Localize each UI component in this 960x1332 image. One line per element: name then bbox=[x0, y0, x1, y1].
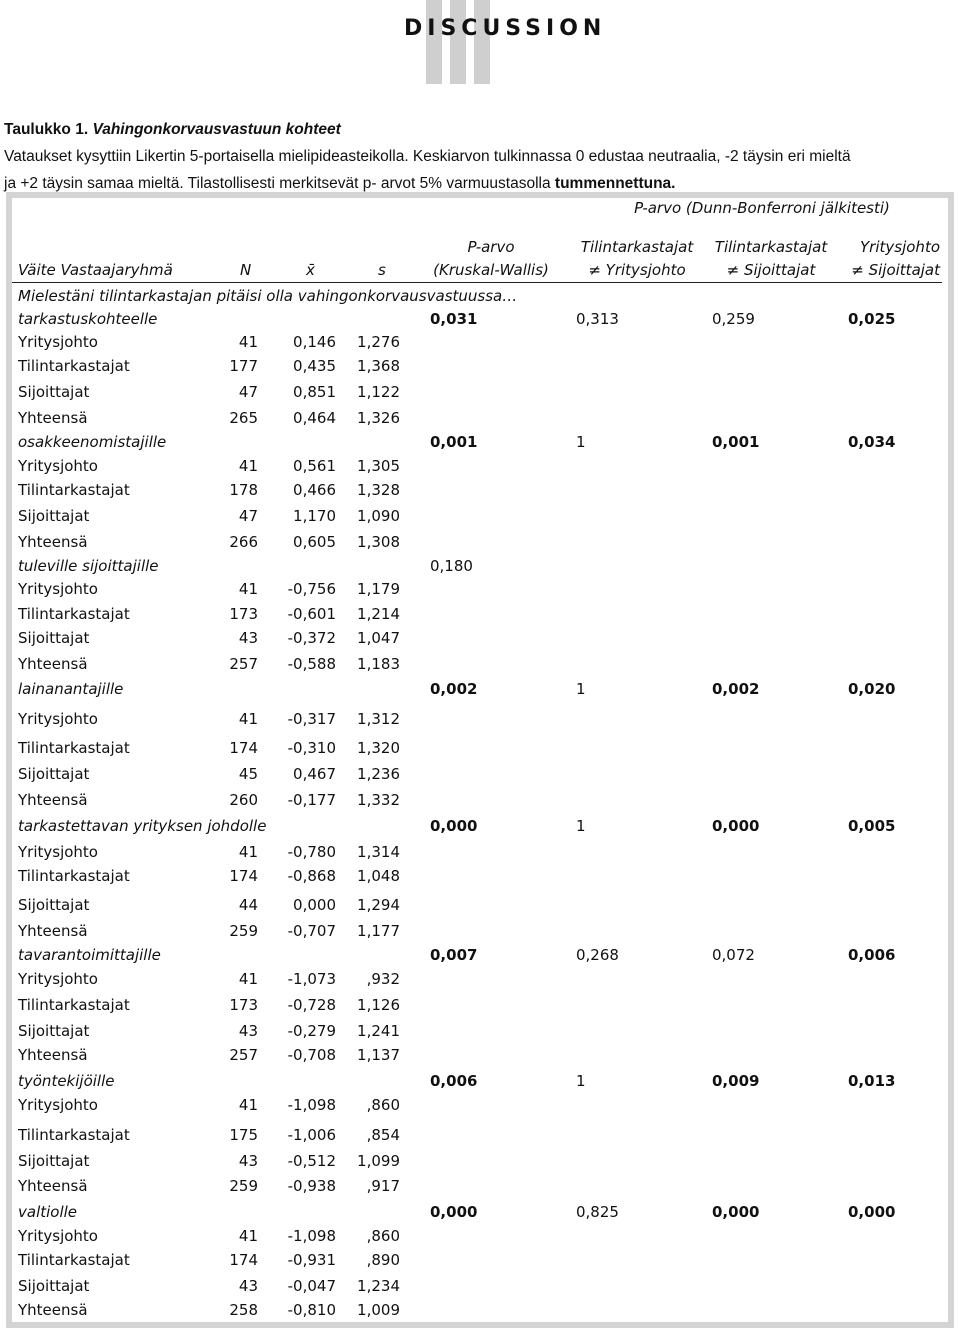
group-mean: -0,177 bbox=[287, 791, 336, 809]
group-mean: -0,780 bbox=[287, 843, 336, 861]
group-n: 41 bbox=[238, 710, 258, 728]
table-intro: Mielestäni tilintarkastajan pitäisi olla vahingonkorvausvastuussa… bbox=[18, 287, 518, 305]
group-mean: -0,310 bbox=[287, 739, 336, 757]
statement-label: tuleville sijoittajille bbox=[18, 557, 159, 575]
group-label: Tilintarkastajat bbox=[18, 357, 130, 375]
group-label: Yritysjohto bbox=[18, 580, 98, 598]
group-sd: ,860 bbox=[366, 1227, 400, 1245]
group-mean: -0,756 bbox=[287, 580, 336, 598]
table-caption bbox=[4, 116, 954, 197]
group-label: Tilintarkastajat bbox=[18, 605, 130, 623]
group-label: Yritysjohto bbox=[18, 333, 98, 351]
posthoc-p-yj-sij: 0,034 bbox=[848, 433, 896, 451]
group-label: Sijoittajat bbox=[18, 383, 90, 401]
posthoc-p-yj-sij: 0,020 bbox=[848, 680, 896, 698]
group-label: Sijoittajat bbox=[18, 629, 90, 647]
posthoc-p-tt-sij: 0,000 bbox=[712, 1203, 760, 1221]
group-mean: -0,588 bbox=[287, 655, 336, 673]
col-header-n: N bbox=[240, 261, 252, 279]
group-n: 47 bbox=[238, 507, 258, 525]
group-n: 174 bbox=[229, 867, 258, 885]
statement-label: osakkeenomistajille bbox=[18, 433, 167, 451]
group-mean: 0,605 bbox=[293, 533, 336, 551]
col-header-c1-1: Tilintarkastajat bbox=[580, 238, 694, 256]
group-label: Sijoittajat bbox=[18, 507, 90, 525]
group-mean: -0,938 bbox=[287, 1177, 336, 1195]
posthoc-p-yj-sij: 0,000 bbox=[848, 1203, 896, 1221]
posthoc-p-yj-sij: 0,005 bbox=[848, 817, 896, 835]
group-mean: 0,467 bbox=[293, 765, 336, 783]
group-sd: 1,214 bbox=[357, 605, 400, 623]
group-n: 45 bbox=[238, 765, 258, 783]
posthoc-p-yj-sij: 0,025 bbox=[848, 310, 896, 328]
group-sd: 1,326 bbox=[357, 409, 400, 427]
group-label: Tilintarkastajat bbox=[18, 481, 130, 499]
group-label: Sijoittajat bbox=[18, 1277, 90, 1295]
group-mean: -0,708 bbox=[287, 1046, 336, 1064]
group-label: Yritysjohto bbox=[18, 457, 98, 475]
group-sd: 1,328 bbox=[357, 481, 400, 499]
statement-label: tarkastuskohteelle bbox=[18, 310, 158, 328]
group-sd: ,860 bbox=[366, 1096, 400, 1114]
group-sd: 1,137 bbox=[357, 1046, 400, 1064]
posthoc-p-yj-sij: 0,006 bbox=[848, 946, 896, 964]
col-header-mean: x̄ bbox=[306, 261, 315, 279]
col-header-kw-2: (Kruskal-Wallis) bbox=[433, 261, 549, 279]
group-mean: -0,601 bbox=[287, 605, 336, 623]
group-sd: 1,241 bbox=[357, 1022, 400, 1040]
group-label: Yhteensä bbox=[18, 1177, 88, 1195]
group-mean: 0,464 bbox=[293, 409, 336, 427]
header-bar bbox=[474, 0, 490, 84]
kruskal-wallis-p: 0,006 bbox=[430, 1072, 478, 1090]
group-sd: 1,236 bbox=[357, 765, 400, 783]
posthoc-p-tt-yj: 1 bbox=[576, 817, 586, 835]
group-sd: 1,294 bbox=[357, 896, 400, 914]
kruskal-wallis-p: 0,000 bbox=[430, 817, 478, 835]
group-n: 41 bbox=[238, 1096, 258, 1114]
col-header-c3-1: Yritysjohto bbox=[860, 238, 940, 256]
group-n: 41 bbox=[238, 580, 258, 598]
group-label: Yhteensä bbox=[18, 655, 88, 673]
group-mean: -0,728 bbox=[287, 996, 336, 1014]
group-label: Yritysjohto bbox=[18, 1096, 98, 1114]
group-sd: ,854 bbox=[366, 1126, 400, 1144]
group-mean: 0,466 bbox=[293, 481, 336, 499]
group-n: 174 bbox=[229, 1251, 258, 1269]
group-mean: -1,006 bbox=[287, 1126, 336, 1144]
posthoc-p-tt-sij: 0,009 bbox=[712, 1072, 760, 1090]
group-mean: -0,317 bbox=[287, 710, 336, 728]
group-n: 44 bbox=[238, 896, 258, 914]
kruskal-wallis-p: 0,180 bbox=[430, 557, 473, 575]
group-n: 257 bbox=[229, 1046, 258, 1064]
group-label: Yritysjohto bbox=[18, 1227, 98, 1245]
header-decoration bbox=[426, 0, 490, 84]
posthoc-p-yj-sij: 0,013 bbox=[848, 1072, 896, 1090]
group-sd: 1,368 bbox=[357, 357, 400, 375]
group-mean: 0,851 bbox=[293, 383, 336, 401]
group-label: Sijoittajat bbox=[18, 1152, 90, 1170]
group-label: Yhteensä bbox=[18, 1301, 88, 1319]
group-mean: -1,098 bbox=[287, 1096, 336, 1114]
group-n: 43 bbox=[238, 1152, 258, 1170]
kruskal-wallis-p: 0,001 bbox=[430, 433, 478, 451]
group-label: Yhteensä bbox=[18, 791, 88, 809]
group-n: 41 bbox=[238, 970, 258, 988]
group-mean: -0,868 bbox=[287, 867, 336, 885]
posthoc-p-tt-yj: 0,268 bbox=[576, 946, 619, 964]
statement-label: valtiolle bbox=[18, 1203, 78, 1221]
group-n: 178 bbox=[229, 481, 258, 499]
posthoc-title: P-arvo (Dunn-Bonferroni jälkitesti) bbox=[634, 199, 890, 217]
group-mean: -0,372 bbox=[287, 629, 336, 647]
group-mean: 1,170 bbox=[293, 507, 336, 525]
group-label: Yhteensä bbox=[18, 1046, 88, 1064]
group-sd: 1,122 bbox=[357, 383, 400, 401]
col-header-c2-2: ≠ Sijoittajat bbox=[726, 261, 816, 279]
group-label: Tilintarkastajat bbox=[18, 1251, 130, 1269]
group-sd: 1,126 bbox=[357, 996, 400, 1014]
group-sd: 1,047 bbox=[357, 629, 400, 647]
posthoc-p-tt-sij: 0,259 bbox=[712, 310, 755, 328]
caption-title-prefix: Taulukko 1. bbox=[4, 121, 89, 138]
group-sd: 1,308 bbox=[357, 533, 400, 551]
caption-line-2: Vataukset kysyttiin Likertin 5-portaisella mielipideasteikolla. Keskiarvon tulkinnassa 0 edustaa neutraalia, -2 täysin eri mieltä bbox=[4, 148, 851, 165]
group-label: Yritysjohto bbox=[18, 710, 98, 728]
group-mean: -0,512 bbox=[287, 1152, 336, 1170]
group-n: 259 bbox=[229, 922, 258, 940]
caption-line-3-bold: tummennettuna. bbox=[554, 175, 676, 192]
posthoc-p-tt-sij: 0,002 bbox=[712, 680, 760, 698]
group-mean: -0,810 bbox=[287, 1301, 336, 1319]
posthoc-p-tt-yj: 1 bbox=[576, 1072, 586, 1090]
group-label: Tilintarkastajat bbox=[18, 867, 130, 885]
col-header-c2-1: Tilintarkastajat bbox=[714, 238, 828, 256]
group-mean: -0,707 bbox=[287, 922, 336, 940]
group-n: 260 bbox=[229, 791, 258, 809]
group-sd: 1,009 bbox=[357, 1301, 400, 1319]
group-n: 41 bbox=[238, 457, 258, 475]
group-label: Yritysjohto bbox=[18, 843, 98, 861]
kruskal-wallis-p: 0,000 bbox=[430, 1203, 478, 1221]
header-bar bbox=[450, 0, 466, 84]
kruskal-wallis-p: 0,007 bbox=[430, 946, 478, 964]
posthoc-p-tt-sij: 0,000 bbox=[712, 817, 760, 835]
header-bar bbox=[426, 0, 442, 84]
group-mean: 0,000 bbox=[293, 896, 336, 914]
group-n: 259 bbox=[229, 1177, 258, 1195]
group-mean: -0,047 bbox=[287, 1277, 336, 1295]
group-sd: 1,314 bbox=[357, 843, 400, 861]
posthoc-p-tt-sij: 0,001 bbox=[712, 433, 760, 451]
group-sd: 1,312 bbox=[357, 710, 400, 728]
col-header-c1-2: ≠ Yritysjohto bbox=[588, 261, 686, 279]
group-sd: 1,177 bbox=[357, 922, 400, 940]
group-n: 173 bbox=[229, 996, 258, 1014]
group-n: 257 bbox=[229, 655, 258, 673]
group-sd: 1,099 bbox=[357, 1152, 400, 1170]
group-mean: -0,931 bbox=[287, 1251, 336, 1269]
group-sd: 1,048 bbox=[357, 867, 400, 885]
group-n: 265 bbox=[229, 409, 258, 427]
group-n: 174 bbox=[229, 739, 258, 757]
caption-line-3-text: ja +2 täysin samaa mieltä. Tilastollisesti merkitsevät p- arvot 5% varmuustasolla bbox=[4, 175, 551, 192]
group-label: Tilintarkastajat bbox=[18, 996, 130, 1014]
group-label: Sijoittajat bbox=[18, 896, 90, 914]
col-header-vaite: Väite Vastaajaryhmä bbox=[18, 261, 173, 279]
group-label: Yritysjohto bbox=[18, 970, 98, 988]
group-label: Sijoittajat bbox=[18, 1022, 90, 1040]
group-mean: 0,146 bbox=[293, 333, 336, 351]
statement-label: tavarantoimittajille bbox=[18, 946, 161, 964]
group-sd: ,890 bbox=[366, 1251, 400, 1269]
group-sd: ,917 bbox=[366, 1177, 400, 1195]
group-sd: 1,179 bbox=[357, 580, 400, 598]
posthoc-p-tt-yj: 0,313 bbox=[576, 310, 619, 328]
posthoc-p-tt-yj: 1 bbox=[576, 680, 586, 698]
group-mean: 0,435 bbox=[293, 357, 336, 375]
statement-label: lainanantajille bbox=[18, 680, 124, 698]
group-n: 175 bbox=[229, 1126, 258, 1144]
group-mean: 0,561 bbox=[293, 457, 336, 475]
col-header-sd: s bbox=[378, 261, 386, 279]
group-sd: 1,234 bbox=[357, 1277, 400, 1295]
posthoc-p-tt-sij: 0,072 bbox=[712, 946, 755, 964]
section-title: DISCUSSION bbox=[404, 16, 607, 41]
group-n: 266 bbox=[229, 533, 258, 551]
group-n: 43 bbox=[238, 1022, 258, 1040]
group-label: Tilintarkastajat bbox=[18, 1126, 130, 1144]
group-n: 47 bbox=[238, 383, 258, 401]
table-frame bbox=[6, 192, 954, 1328]
group-mean: -1,098 bbox=[287, 1227, 336, 1245]
posthoc-p-tt-yj: 0,825 bbox=[576, 1203, 619, 1221]
group-label: Tilintarkastajat bbox=[18, 739, 130, 757]
group-n: 41 bbox=[238, 333, 258, 351]
group-sd: 1,183 bbox=[357, 655, 400, 673]
group-n: 43 bbox=[238, 1277, 258, 1295]
group-label: Yhteensä bbox=[18, 922, 88, 940]
group-sd: ,932 bbox=[366, 970, 400, 988]
group-sd: 1,332 bbox=[357, 791, 400, 809]
group-n: 41 bbox=[238, 843, 258, 861]
group-sd: 1,305 bbox=[357, 457, 400, 475]
statement-label: työntekijöille bbox=[18, 1072, 115, 1090]
header-rule bbox=[12, 282, 942, 283]
group-mean: -1,073 bbox=[287, 970, 336, 988]
group-n: 43 bbox=[238, 629, 258, 647]
group-n: 173 bbox=[229, 605, 258, 623]
group-label: Sijoittajat bbox=[18, 765, 90, 783]
kruskal-wallis-p: 0,031 bbox=[430, 310, 478, 328]
statement-label: tarkastettavan yrityksen johdolle bbox=[18, 817, 267, 835]
group-sd: 1,276 bbox=[357, 333, 400, 351]
group-n: 177 bbox=[229, 357, 258, 375]
group-sd: 1,320 bbox=[357, 739, 400, 757]
group-label: Yhteensä bbox=[18, 533, 88, 551]
col-header-c3-2: ≠ Sijoittajat bbox=[851, 261, 940, 279]
group-n: 41 bbox=[238, 1227, 258, 1245]
group-sd: 1,090 bbox=[357, 507, 400, 525]
caption-title bbox=[4, 116, 954, 143]
group-n: 258 bbox=[229, 1301, 258, 1319]
col-header-kw-1: P-arvo bbox=[467, 238, 515, 256]
posthoc-p-tt-yj: 1 bbox=[576, 433, 586, 451]
group-label: Yhteensä bbox=[18, 409, 88, 427]
kruskal-wallis-p: 0,002 bbox=[430, 680, 478, 698]
caption-title-italic: Vahingonkorvausvastuun kohteet bbox=[92, 121, 341, 138]
group-mean: -0,279 bbox=[287, 1022, 336, 1040]
